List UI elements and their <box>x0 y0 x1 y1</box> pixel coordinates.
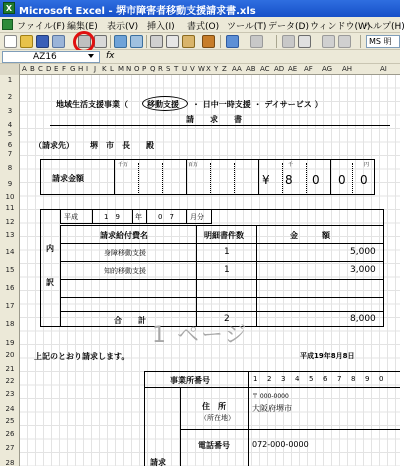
address-sub-label: （所在地） <box>200 414 235 422</box>
breakdown-outer-box <box>40 209 384 327</box>
office-number-digit: 7 <box>337 375 342 383</box>
recipient-name: 堺 市 長 殿 <box>90 141 154 150</box>
table-line <box>60 225 384 226</box>
breakdown-side-label-bottom: 訳 <box>46 278 54 287</box>
column-header-g[interactable]: G <box>70 65 76 73</box>
column-header-ah[interactable]: AH <box>342 65 353 73</box>
address-value: 大阪府堺市 <box>252 404 292 413</box>
column-header-z[interactable]: Z <box>222 65 227 73</box>
digit-divider <box>282 163 283 193</box>
office-number-digit: 3 <box>281 375 286 383</box>
menu-window[interactable]: ウィンドウ(W) <box>310 22 371 32</box>
table-row-count: 1 <box>224 247 230 257</box>
digit-divider <box>330 159 331 195</box>
digit-divider <box>210 163 211 193</box>
total-label: 合 計 <box>114 316 146 325</box>
name-box[interactable]: AZ16 <box>2 51 100 63</box>
breakdown-side-label-top: 内 <box>46 244 54 253</box>
column-header-t[interactable]: T <box>174 65 179 73</box>
column-header-ag[interactable]: AG <box>322 65 333 73</box>
row-header-15[interactable]: 15 <box>5 266 15 274</box>
amount-label: 請求金額 <box>52 174 84 183</box>
table-row-amount: 3,000 <box>350 265 376 275</box>
phone-label: 電話番号 <box>198 441 230 450</box>
hyperlink-icon[interactable] <box>282 35 295 48</box>
unit-ten-thousand: 百万 <box>188 162 199 168</box>
period-month: 0 7 <box>158 213 174 221</box>
unit-thousand: 千 <box>288 162 294 168</box>
row-header-28[interactable]: 28 <box>5 459 15 467</box>
formula-bar <box>0 50 400 64</box>
menu-bar <box>0 17 405 33</box>
row-header-20[interactable]: 20 <box>5 351 15 359</box>
row-header-7[interactable]: 7 <box>7 150 13 158</box>
toolbar-separator <box>276 35 277 48</box>
postal-code: 〒 000-0000 <box>252 393 289 400</box>
title-bar <box>0 0 400 17</box>
toolbar-separator <box>110 35 111 48</box>
spelling-icon[interactable] <box>114 35 127 48</box>
research-icon[interactable] <box>130 35 143 48</box>
office-number-digit: 0 <box>379 375 384 383</box>
column-header-v[interactable]: V <box>190 65 195 73</box>
column-header-ab[interactable]: AB <box>246 65 256 73</box>
column-header-aa[interactable]: AA <box>232 65 242 73</box>
office-number-digit: 1 <box>253 375 258 383</box>
total-amount: 8,000 <box>350 314 376 324</box>
claim-date: 平成19年8月8日 <box>300 352 355 360</box>
column-header-m[interactable]: M <box>118 65 125 73</box>
column-header-q[interactable]: Q <box>150 65 156 73</box>
row-header-5[interactable]: 5 <box>7 130 13 138</box>
office-number-digit: 4 <box>295 375 300 383</box>
office-number-digit: 8 <box>351 375 356 383</box>
period-month-label: 月分 <box>190 213 204 221</box>
closing-text: 上記のとおり請求します。 <box>34 352 130 361</box>
column-header-y[interactable]: Y <box>214 65 219 73</box>
row-header <box>0 75 20 466</box>
menu-help[interactable]: ヘルプ(H) <box>364 22 405 32</box>
column-header-b[interactable]: B <box>30 65 35 73</box>
heading-rest: ・ 日中一時支援 ・ デイサービス ） <box>192 100 323 109</box>
row-header-26[interactable]: 26 <box>5 430 15 438</box>
column-header-w[interactable]: W <box>198 65 205 73</box>
heading-prefix: 地域生活支援事業（ <box>56 100 128 109</box>
column-header-x[interactable]: X <box>206 65 211 73</box>
office-info-line <box>180 429 400 430</box>
column-header-ad[interactable]: AD <box>274 65 285 73</box>
column-header-l[interactable]: L <box>110 65 114 73</box>
heading-circled-item: 移動支援 <box>147 100 179 109</box>
save-icon[interactable] <box>36 35 49 48</box>
standard-toolbar <box>0 33 400 50</box>
menu-format[interactable]: 書式(O) <box>187 22 220 32</box>
menu-insert[interactable]: 挿入(I) <box>147 22 175 32</box>
excel-app-icon[interactable]: X <box>3 2 15 14</box>
unit-yen: 円 <box>364 162 370 168</box>
digit-divider <box>234 163 235 193</box>
row-header-12[interactable]: 12 <box>5 218 15 226</box>
row-header-9[interactable]: 9 <box>7 180 13 188</box>
digit-divider <box>258 159 259 195</box>
row-header-3[interactable]: 3 <box>7 107 13 115</box>
column-header-i[interactable]: I <box>86 65 89 73</box>
insert-function-icon[interactable]: fx <box>106 51 115 61</box>
permission-icon[interactable] <box>52 35 65 48</box>
amount-box-divider <box>114 159 115 195</box>
row-header-6[interactable]: 6 <box>7 141 13 149</box>
column-header-o[interactable]: O <box>134 65 140 73</box>
period-year: 1 9 <box>104 213 120 221</box>
select-all-corner[interactable] <box>0 64 20 75</box>
yen-mark: ¥ <box>262 173 270 187</box>
claimant-label: 請求 <box>150 458 166 467</box>
toolbar-separator <box>146 35 147 48</box>
phone-value: 072-000-0000 <box>252 440 309 449</box>
menu-data[interactable]: データ(D) <box>268 22 309 32</box>
new-icon[interactable] <box>4 35 17 48</box>
row-header-18[interactable]: 18 <box>5 320 15 328</box>
office-number-digit: 9 <box>365 375 370 383</box>
column-header-e[interactable]: E <box>54 65 59 73</box>
table-col-divider <box>256 225 257 327</box>
address-label: 住 所 <box>202 402 226 411</box>
row-header-17[interactable]: 17 <box>5 302 15 310</box>
column-header-u[interactable]: U <box>182 65 188 73</box>
office-number-digit: 5 <box>309 375 314 383</box>
font-name-select[interactable]: MS 明 <box>366 35 400 48</box>
office-info-line <box>144 387 400 388</box>
digit-divider <box>162 163 163 193</box>
digit-divider <box>306 163 307 193</box>
amount-digit: 0 <box>312 173 320 187</box>
column-header-a[interactable]: A <box>22 65 27 73</box>
column-header-s[interactable]: S <box>166 65 171 73</box>
table-line <box>60 279 384 280</box>
row-header-10[interactable]: 10 <box>5 193 15 201</box>
column-header-ae[interactable]: AE <box>288 65 298 73</box>
row-header-27[interactable]: 27 <box>5 444 15 452</box>
table-line <box>60 297 384 298</box>
row-header-8[interactable]: 8 <box>7 164 13 172</box>
row-header-22[interactable]: 22 <box>5 377 15 385</box>
toolbar-separator <box>220 35 221 48</box>
row-header-14[interactable]: 14 <box>5 248 15 256</box>
row-header-2[interactable]: 2 <box>7 93 13 101</box>
open-icon[interactable] <box>20 35 33 48</box>
table-row-name: 知的移動支援 <box>104 267 146 275</box>
menu-file[interactable]: ファイル(F) <box>17 22 66 32</box>
office-info-divider <box>248 371 249 466</box>
name-box-dropdown-icon[interactable] <box>88 54 94 58</box>
period-era: 平成 <box>64 213 78 221</box>
undo-icon[interactable] <box>226 35 239 48</box>
page-break-watermark: 1 ページ <box>152 323 249 348</box>
office-number-digit: 6 <box>323 375 328 383</box>
window-title: Microsoft Excel - 堺市障害者移動支援請求書.xls <box>19 6 256 17</box>
column-header-p[interactable]: P <box>142 65 147 73</box>
office-number-label: 事業所番号 <box>170 376 210 385</box>
total-count: 2 <box>224 314 230 324</box>
menu-edit[interactable]: 編集(E) <box>67 22 98 32</box>
column-header-c[interactable]: C <box>38 65 43 73</box>
copy-icon[interactable] <box>166 35 179 48</box>
paste-icon[interactable] <box>182 35 195 48</box>
table-col-divider <box>196 225 197 327</box>
column-header-af[interactable]: AF <box>304 65 313 73</box>
row-header-11[interactable]: 11 <box>5 204 15 212</box>
unit-ten-million: 千万 <box>118 162 129 168</box>
row-header-4[interactable]: 4 <box>7 121 13 129</box>
table-row-amount: 5,000 <box>350 247 376 257</box>
column-header-h[interactable]: H <box>78 65 84 73</box>
table-line <box>60 243 384 244</box>
recipient-label: （請求先） <box>34 141 74 150</box>
digit-divider <box>352 163 353 193</box>
table-header-amount: 金 額 <box>290 231 330 240</box>
format-painter-icon[interactable] <box>202 35 215 48</box>
row-header-24[interactable]: 24 <box>5 405 15 413</box>
table-row-name: 身障移動支援 <box>104 249 146 257</box>
row-header-21[interactable]: 21 <box>5 365 15 373</box>
workbook-icon[interactable] <box>2 19 13 30</box>
menu-view[interactable]: 表示(V) <box>107 22 139 32</box>
column-header-ac[interactable]: AC <box>260 65 270 73</box>
redo-icon[interactable] <box>250 35 263 48</box>
table-row-count: 1 <box>224 265 230 275</box>
table-header-name: 請求給付費名 <box>100 231 148 240</box>
column-header-r[interactable]: R <box>158 65 163 73</box>
document-title: 請 求 書 <box>186 115 242 124</box>
column-header <box>0 64 400 75</box>
row-header-13[interactable]: 13 <box>5 231 15 239</box>
worksheet-grid[interactable] <box>20 75 400 466</box>
table-header-count: 明細書件数 <box>204 231 244 240</box>
row-header-1[interactable]: 1 <box>7 76 13 84</box>
column-header-ai[interactable]: AI <box>380 65 387 73</box>
row-header-19[interactable]: 19 <box>5 339 15 347</box>
autosum-icon[interactable] <box>298 35 311 48</box>
column-header-k[interactable]: K <box>102 65 107 73</box>
sort-ascending-icon[interactable] <box>322 35 335 48</box>
table-line <box>60 311 384 312</box>
column-header-d[interactable]: D <box>46 65 52 73</box>
column-header-f[interactable]: F <box>62 65 67 73</box>
amount-digit: 0 <box>360 173 368 187</box>
amount-digit: 8 <box>285 173 293 187</box>
amount-box <box>40 159 375 195</box>
column-header-n[interactable]: N <box>126 65 132 73</box>
row-header-16[interactable]: 16 <box>5 284 15 292</box>
title-underline <box>50 125 390 126</box>
amount-digit: 0 <box>338 173 346 187</box>
column-header-j[interactable]: J <box>94 65 97 73</box>
sort-descending-icon[interactable] <box>338 35 351 48</box>
row-header-23[interactable]: 23 <box>5 390 15 398</box>
table-line <box>60 261 384 262</box>
office-number-digit: 2 <box>267 375 272 383</box>
print-preview-icon[interactable] <box>94 35 107 48</box>
row-header-25[interactable]: 25 <box>5 417 15 425</box>
digit-divider <box>186 159 187 195</box>
office-info-inner-divider <box>180 387 181 466</box>
menu-tools[interactable]: ツール(T) <box>227 22 267 32</box>
period-year-label: 年 <box>135 213 142 221</box>
toolbar-separator <box>360 35 361 48</box>
cut-icon[interactable] <box>150 35 163 48</box>
digit-divider <box>138 163 139 193</box>
